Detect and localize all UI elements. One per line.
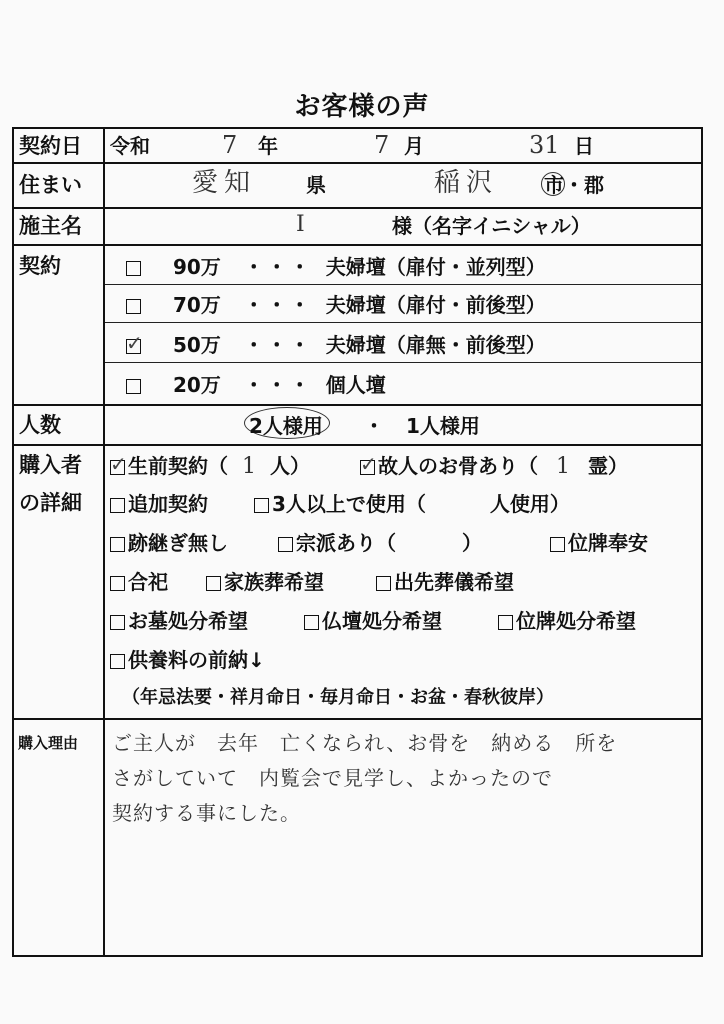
checkbox[interactable]	[110, 498, 125, 513]
checkbox[interactable]	[110, 654, 125, 669]
residence-label: 住まい	[19, 173, 82, 197]
kuyoryo-option[interactable]: 供養料の前納↓	[110, 648, 265, 672]
checkbox[interactable]	[110, 615, 125, 630]
checkbox[interactable]	[376, 576, 391, 591]
people-label: 人数	[19, 413, 61, 437]
checkbox[interactable]	[498, 615, 513, 630]
goshi-option[interactable]: 合祀	[110, 570, 168, 594]
row-divider	[14, 404, 701, 406]
row-divider	[14, 162, 701, 164]
tsuika-option[interactable]: 追加契約	[110, 492, 208, 516]
desakiso-option[interactable]: 出先葬儀希望	[376, 570, 514, 594]
ihai-shobun-option[interactable]: 位牌処分希望	[498, 609, 636, 633]
reason-label: 購入理由	[18, 734, 79, 752]
checkbox[interactable]	[278, 537, 293, 552]
month-value: 7	[374, 131, 390, 159]
buyer-label-line1: 購入者	[19, 453, 82, 477]
kazokuso-option[interactable]: 家族葬希望	[206, 570, 324, 594]
column-divider	[103, 129, 105, 955]
shuha-option[interactable]: 宗派あり（ ）	[278, 531, 482, 555]
prefecture-unit: 県	[306, 173, 326, 197]
checkbox-checked[interactable]	[110, 452, 127, 476]
checkbox[interactable]	[126, 299, 141, 314]
check-mark-icon: ✓	[110, 452, 127, 476]
reason-line-2: さがしていて 内覧会で見学し、よかったので	[112, 766, 553, 790]
contract-option-50[interactable]: ✓ 50万 ・・・ 夫婦壇（扉無・前後型）	[126, 331, 546, 357]
row-divider	[14, 207, 701, 209]
row-divider	[14, 444, 701, 446]
people-separator: ・	[364, 414, 384, 438]
checkbox[interactable]	[550, 537, 565, 552]
prefecture-value: 愛知	[192, 168, 257, 198]
checkbox[interactable]	[126, 261, 141, 276]
checkbox[interactable]	[304, 615, 319, 630]
row-divider-thin	[103, 284, 701, 285]
page-title: お客様の声	[294, 92, 430, 122]
contract-option-90[interactable]: 90万 ・・・ 夫婦壇（扉付・並列型）	[126, 255, 546, 279]
checkbox-checked[interactable]	[126, 331, 143, 355]
survey-form	[12, 127, 703, 957]
row-divider-thin	[103, 362, 701, 363]
ihai-hoan-option[interactable]: 位牌奉安	[550, 531, 648, 555]
row-divider	[14, 244, 701, 246]
day-value: 31	[529, 131, 560, 159]
sannin-option[interactable]: 3人以上で使用（ 人使用）	[254, 492, 570, 516]
city-unit: 市・郡	[544, 173, 604, 197]
city-value: 稲沢	[434, 168, 499, 198]
contract-option-20[interactable]: 20万 ・・・ 個人壇	[126, 373, 386, 397]
people-option-1[interactable]: 1人様用	[406, 414, 480, 438]
atotsugi-option[interactable]: 跡継ぎ無し	[110, 531, 228, 555]
check-mark-icon: ✓	[126, 331, 143, 355]
seizen-option[interactable]: ✓ 生前契約（ 1 人）	[110, 452, 310, 479]
kojin-option[interactable]: ✓ 故人のお骨あり（ 1 霊）	[360, 452, 628, 479]
kuyoryo-note: （年忌法要・祥月命日・毎月命日・お盆・春秋彼岸）	[122, 687, 554, 708]
check-mark-icon: ✓	[360, 452, 377, 476]
month-unit: 月	[404, 134, 424, 158]
buyer-label-line2: の詳細	[19, 491, 82, 515]
day-unit: 日	[574, 134, 594, 158]
butsudan-option[interactable]: 仏壇処分希望	[304, 609, 442, 633]
year-unit: 年	[258, 134, 278, 158]
checkbox[interactable]	[110, 576, 125, 591]
checkbox[interactable]	[206, 576, 221, 591]
contract-label: 契約	[19, 254, 61, 278]
contract-date-label: 契約日	[19, 134, 82, 158]
ohaka-option[interactable]: お墓処分希望	[110, 609, 248, 633]
client-label: 施主名	[19, 214, 82, 238]
row-divider	[14, 718, 701, 720]
reason-line-3: 契約する事にした。	[112, 801, 301, 825]
checkbox-checked[interactable]	[360, 452, 377, 476]
checkbox[interactable]	[126, 379, 141, 394]
row-divider-thin	[103, 322, 701, 323]
contract-option-70[interactable]: 70万 ・・・ 夫婦壇（扉付・前後型）	[126, 293, 546, 317]
checkbox[interactable]	[254, 498, 269, 513]
checkbox[interactable]	[110, 537, 125, 552]
people-option-2[interactable]: 2人様用	[249, 414, 323, 438]
client-initial: I	[296, 212, 305, 237]
era-text: 令和	[110, 134, 150, 158]
client-suffix: 様（名字イニシャル）	[392, 214, 591, 238]
reason-line-1: ご主人が 去年 亡くなられ、お骨を 納める 所を	[112, 731, 618, 755]
year-value: 7	[222, 131, 238, 159]
